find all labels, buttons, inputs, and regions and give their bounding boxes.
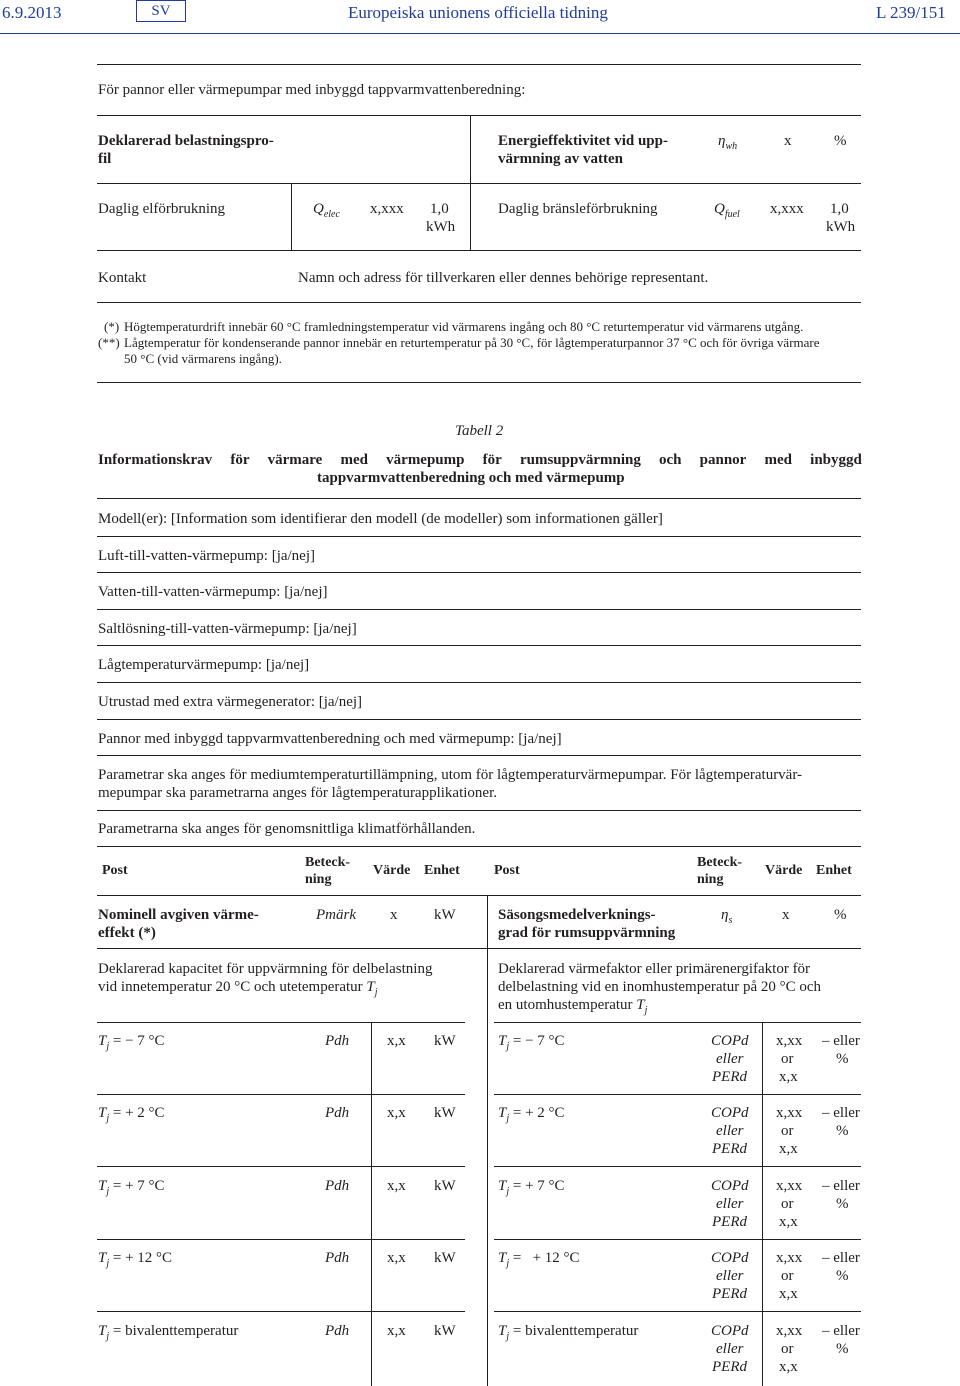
capacity-symbol: Pdh <box>325 1323 350 1339</box>
temp-label: $T_j$ = + 7 °C <box>498 1178 565 1197</box>
cop-value: x,xx <box>776 1178 803 1194</box>
footnote-mark: (**) <box>98 335 120 350</box>
rule <box>97 1166 465 1167</box>
value-col-divider <box>762 1022 763 1386</box>
issue-date: 6.9.2013 <box>2 3 62 22</box>
elec-unit: kWh <box>426 219 456 235</box>
air-water-line: Luft-till-vatten-värmepump: [ja/nej] <box>98 548 316 564</box>
per-symbol: PERd <box>712 1286 747 1302</box>
col-header-value: Värde <box>373 863 411 878</box>
per-unit: % <box>836 1196 849 1212</box>
language-code: SV <box>136 0 186 22</box>
cop-description: Deklarerad värmefaktor eller primärenergifaktor för <box>498 961 811 977</box>
rule <box>494 1311 861 1312</box>
title-word: och <box>659 452 682 468</box>
upper-table-intro: För pannor eller värmepumpar med inbyggd tappvarmvattenberedning: <box>98 82 526 98</box>
capacity-symbol: Pdh <box>325 1178 350 1194</box>
per-value: x,x <box>779 1141 798 1157</box>
header-rule <box>0 33 960 34</box>
profile-label-cont: fil <box>98 151 112 167</box>
per-unit: % <box>836 1341 849 1357</box>
rule <box>97 572 861 573</box>
cop-unit: – eller <box>822 1105 860 1121</box>
efficiency-symbol: $\eta_{wh}$ <box>718 133 738 152</box>
table-top-rule <box>97 64 861 65</box>
capacity-symbol: Pdh <box>325 1250 350 1266</box>
rule <box>97 895 861 896</box>
cop-value-or: or <box>781 1051 794 1067</box>
cop-unit: – eller <box>822 1178 860 1194</box>
cop-value: x,xx <box>776 1250 803 1266</box>
cop-symbol: COPd <box>711 1250 749 1266</box>
nominal-output-value: x <box>390 907 398 923</box>
rule <box>97 846 861 847</box>
rule <box>97 1311 465 1312</box>
per-unit: % <box>836 1123 849 1139</box>
center-divider <box>487 895 488 1386</box>
rule <box>97 115 861 116</box>
col-header-value: Värde <box>765 863 803 878</box>
cop-description-cont: delbelastning vid en inomhustemperatur på 20 °C och <box>498 979 822 995</box>
temp-label: $T_j$ = bivalenttemperatur <box>498 1323 639 1342</box>
cop-symbol-or: eller <box>716 1123 744 1139</box>
rule <box>97 609 861 610</box>
elec-value: x,xxx <box>370 201 404 217</box>
title-word: värmepump <box>386 452 465 468</box>
nominal-output-label: Nominell avgiven värme- <box>98 907 259 923</box>
nominal-output-symbol: Pmärk <box>316 907 356 923</box>
temp-label: $T_j$ = + 2 °C <box>98 1105 165 1124</box>
cop-unit: – eller <box>822 1250 860 1266</box>
efficiency-label: Energieffektivitet vid upp- <box>498 133 668 149</box>
per-value: x,x <box>779 1214 798 1230</box>
combination-line: Pannor med inbyggd tappvarmvattenberedning och med värmepump: [ja/nej] <box>98 731 562 747</box>
fuel-label: Daglig bränsleförbrukning <box>498 201 658 217</box>
temp-label: $T_j$ = + 7 °C <box>98 1178 165 1197</box>
cop-unit: – eller <box>822 1033 860 1049</box>
title-word: med <box>764 452 792 468</box>
cop-symbol: COPd <box>711 1323 749 1339</box>
footnote-text: Högtemperaturdrift innebär 60 °C framledningstemperatur vid värmarens ingång och 80 °C returtemperatur vid värmarens utgång. <box>124 319 804 334</box>
value-col-divider <box>371 1022 372 1386</box>
elec-label: Daglig elförbrukning <box>98 201 226 217</box>
fuel-symbol: $Q_{fuel}$ <box>714 201 740 220</box>
col-header-post: Post <box>494 863 520 878</box>
cop-value-or: or <box>781 1268 794 1284</box>
footnote-end-rule <box>97 382 861 383</box>
capacity-symbol: Pdh <box>325 1105 350 1121</box>
temp-label: $T_j$ = − 7 °C <box>98 1033 165 1052</box>
cop-unit: – eller <box>822 1323 860 1339</box>
fuel-factor: 1,0 <box>830 201 849 217</box>
per-unit: % <box>836 1051 849 1067</box>
rule <box>97 810 861 811</box>
capacity-value: x,x <box>387 1033 406 1049</box>
cop-value-or: or <box>781 1196 794 1212</box>
per-symbol: PERd <box>712 1214 747 1230</box>
per-value: x,x <box>779 1359 798 1375</box>
capacity-value: x,x <box>387 1323 406 1339</box>
footnote-mark: (*) <box>104 319 120 334</box>
rule <box>494 1022 861 1023</box>
rule <box>494 1239 861 1240</box>
params-line: Parametrar ska anges för mediumtemperaturtillämpning, utom för lågtemperaturvärmepumpar. För lågtemperaturvär- <box>98 767 803 783</box>
capacity-unit: kW <box>434 1178 456 1194</box>
rule <box>97 1239 465 1240</box>
per-symbol: PERd <box>712 1141 747 1157</box>
cop-value: x,xx <box>776 1105 803 1121</box>
rule <box>494 1166 861 1167</box>
col-header-symbol: Beteck- <box>697 855 743 870</box>
fuel-unit: kWh <box>826 219 856 235</box>
extra-generator-line: Utrustad med extra värmegenerator: [ja/nej] <box>98 694 363 710</box>
seasonal-efficiency-value: x <box>782 907 790 923</box>
capacity-value: x,x <box>387 1250 406 1266</box>
cop-symbol: COPd <box>711 1105 749 1121</box>
rule <box>97 250 861 251</box>
fuel-value: x,xxx <box>770 201 804 217</box>
col-header-unit: Enhet <box>816 863 852 878</box>
table-caption: Tabell 2 <box>455 423 504 439</box>
per-value: x,x <box>779 1069 798 1085</box>
seasonal-efficiency-unit: % <box>834 907 847 923</box>
rule <box>97 302 861 303</box>
rule <box>97 1022 465 1023</box>
nominal-output-unit: kW <box>434 907 456 923</box>
temp-label: $T_j$ = bivalenttemperatur <box>98 1323 239 1342</box>
seasonal-efficiency-label-cont: grad för rumsuppvärmning <box>498 925 676 941</box>
temp-label: $T_j$ = − 7 °C <box>498 1033 565 1052</box>
brine-water-line: Saltlösning-till-vatten-värmepump: [ja/nej] <box>98 621 357 637</box>
model-line: Modell(er): [Information som identifierar den modell (de modeller) som informationen gäller] <box>98 511 663 527</box>
low-temp-line: Lågtemperaturvärmepump: [ja/nej] <box>98 657 310 673</box>
title-word: Informationskrav <box>98 452 213 468</box>
efficiency-label-cont: värmning av vatten <box>498 151 623 167</box>
capacity-unit: kW <box>434 1250 456 1266</box>
per-symbol: PERd <box>712 1359 747 1375</box>
page-number: L 239/151 <box>876 3 946 22</box>
temp-label: $T_j$ = + 12 °C <box>98 1250 173 1269</box>
elec-factor: 1,0 <box>430 201 449 217</box>
rule <box>97 498 861 499</box>
capacity-description-cont: vid innetemperatur 20 °C och utetemperatur $T_j$ <box>98 979 378 998</box>
capacity-symbol: Pdh <box>325 1033 350 1049</box>
efficiency-value: x <box>784 133 792 149</box>
cop-description-cont: en utomhustemperatur $T_j$ <box>498 997 648 1016</box>
cop-symbol: COPd <box>711 1178 749 1194</box>
seasonal-efficiency-label: Säsongsmedelverknings- <box>498 907 656 923</box>
title-word: med <box>340 452 368 468</box>
cop-value: x,xx <box>776 1323 803 1339</box>
capacity-description: Deklarerad kapacitet för uppvärmning för delbelastning <box>98 961 433 977</box>
cop-symbol-or: eller <box>716 1268 744 1284</box>
cop-symbol-or: eller <box>716 1051 744 1067</box>
climate-line: Parametrarna ska anges för genomsnittliga klimatförhållanden. <box>98 821 476 837</box>
capacity-unit: kW <box>434 1105 456 1121</box>
col-header-symbol-cont: ning <box>697 872 724 887</box>
capacity-unit: kW <box>434 1323 456 1339</box>
rule <box>97 645 861 646</box>
efficiency-unit: % <box>834 133 847 149</box>
col-header-symbol-cont: ning <box>305 872 332 887</box>
journal-title: Europeiska unionens officiella tidning <box>348 3 608 22</box>
col-divider <box>291 183 292 250</box>
title-word: inbyggd <box>810 452 862 468</box>
temp-label: $T_j$ = + 2 °C <box>498 1105 565 1124</box>
contact-value: Namn och adress för tillverkaren eller dennes behörige representant. <box>298 270 709 286</box>
col-header-post: Post <box>102 863 128 878</box>
capacity-value: x,x <box>387 1105 406 1121</box>
nominal-output-label-cont: effekt (*) <box>98 925 156 941</box>
rule <box>97 1094 465 1095</box>
contact-label: Kontakt <box>98 270 147 286</box>
water-water-line: Vatten-till-vatten-värmepump: [ja/nej] <box>98 584 328 600</box>
rule <box>97 719 861 720</box>
rule <box>97 948 861 949</box>
elec-symbol: $Q_{elec}$ <box>313 201 340 220</box>
per-value: x,x <box>779 1286 798 1302</box>
rule <box>97 536 861 537</box>
rule <box>494 1094 861 1095</box>
table-title <box>98 453 862 468</box>
cop-value: x,xx <box>776 1033 803 1049</box>
rule <box>97 682 861 683</box>
col-header-symbol: Beteck- <box>305 855 351 870</box>
footnote-text: Lågtemperatur för kondenserande pannor innebär en returtemperatur på 30 °C, för lågtemperaturpannor 37 °C och för övriga värmare <box>124 335 820 350</box>
per-unit: % <box>836 1268 849 1284</box>
title-word: för <box>230 452 250 468</box>
col-header-unit: Enhet <box>424 863 460 878</box>
profile-label: Deklarerad belastningspro- <box>98 133 274 149</box>
seasonal-efficiency-symbol: $\eta_s$ <box>721 907 733 926</box>
cop-symbol-or: eller <box>716 1196 744 1212</box>
capacity-value: x,x <box>387 1178 406 1194</box>
title-word: värmare <box>267 452 323 468</box>
temp-label: $T_j$ = + 12 °C <box>498 1250 580 1269</box>
footnote-text-cont: 50 °C (vid värmarens ingång). <box>124 351 282 366</box>
capacity-unit: kW <box>434 1033 456 1049</box>
cop-symbol: COPd <box>711 1033 749 1049</box>
cop-value-or: or <box>781 1123 794 1139</box>
per-symbol: PERd <box>712 1069 747 1085</box>
rule <box>97 755 861 756</box>
rule <box>97 183 861 184</box>
title-word: pannor <box>699 452 747 468</box>
params-line-cont: mepumpar ska parametrarna anges för lågtemperaturapplikationer. <box>98 785 497 801</box>
table-title-cont: tappvarmvattenberedning och med värmepump <box>317 470 625 486</box>
title-word: rumsuppvärmning <box>519 452 641 468</box>
title-word: för <box>482 452 502 468</box>
cop-symbol-or: eller <box>716 1341 744 1357</box>
cop-value-or: or <box>781 1341 794 1357</box>
